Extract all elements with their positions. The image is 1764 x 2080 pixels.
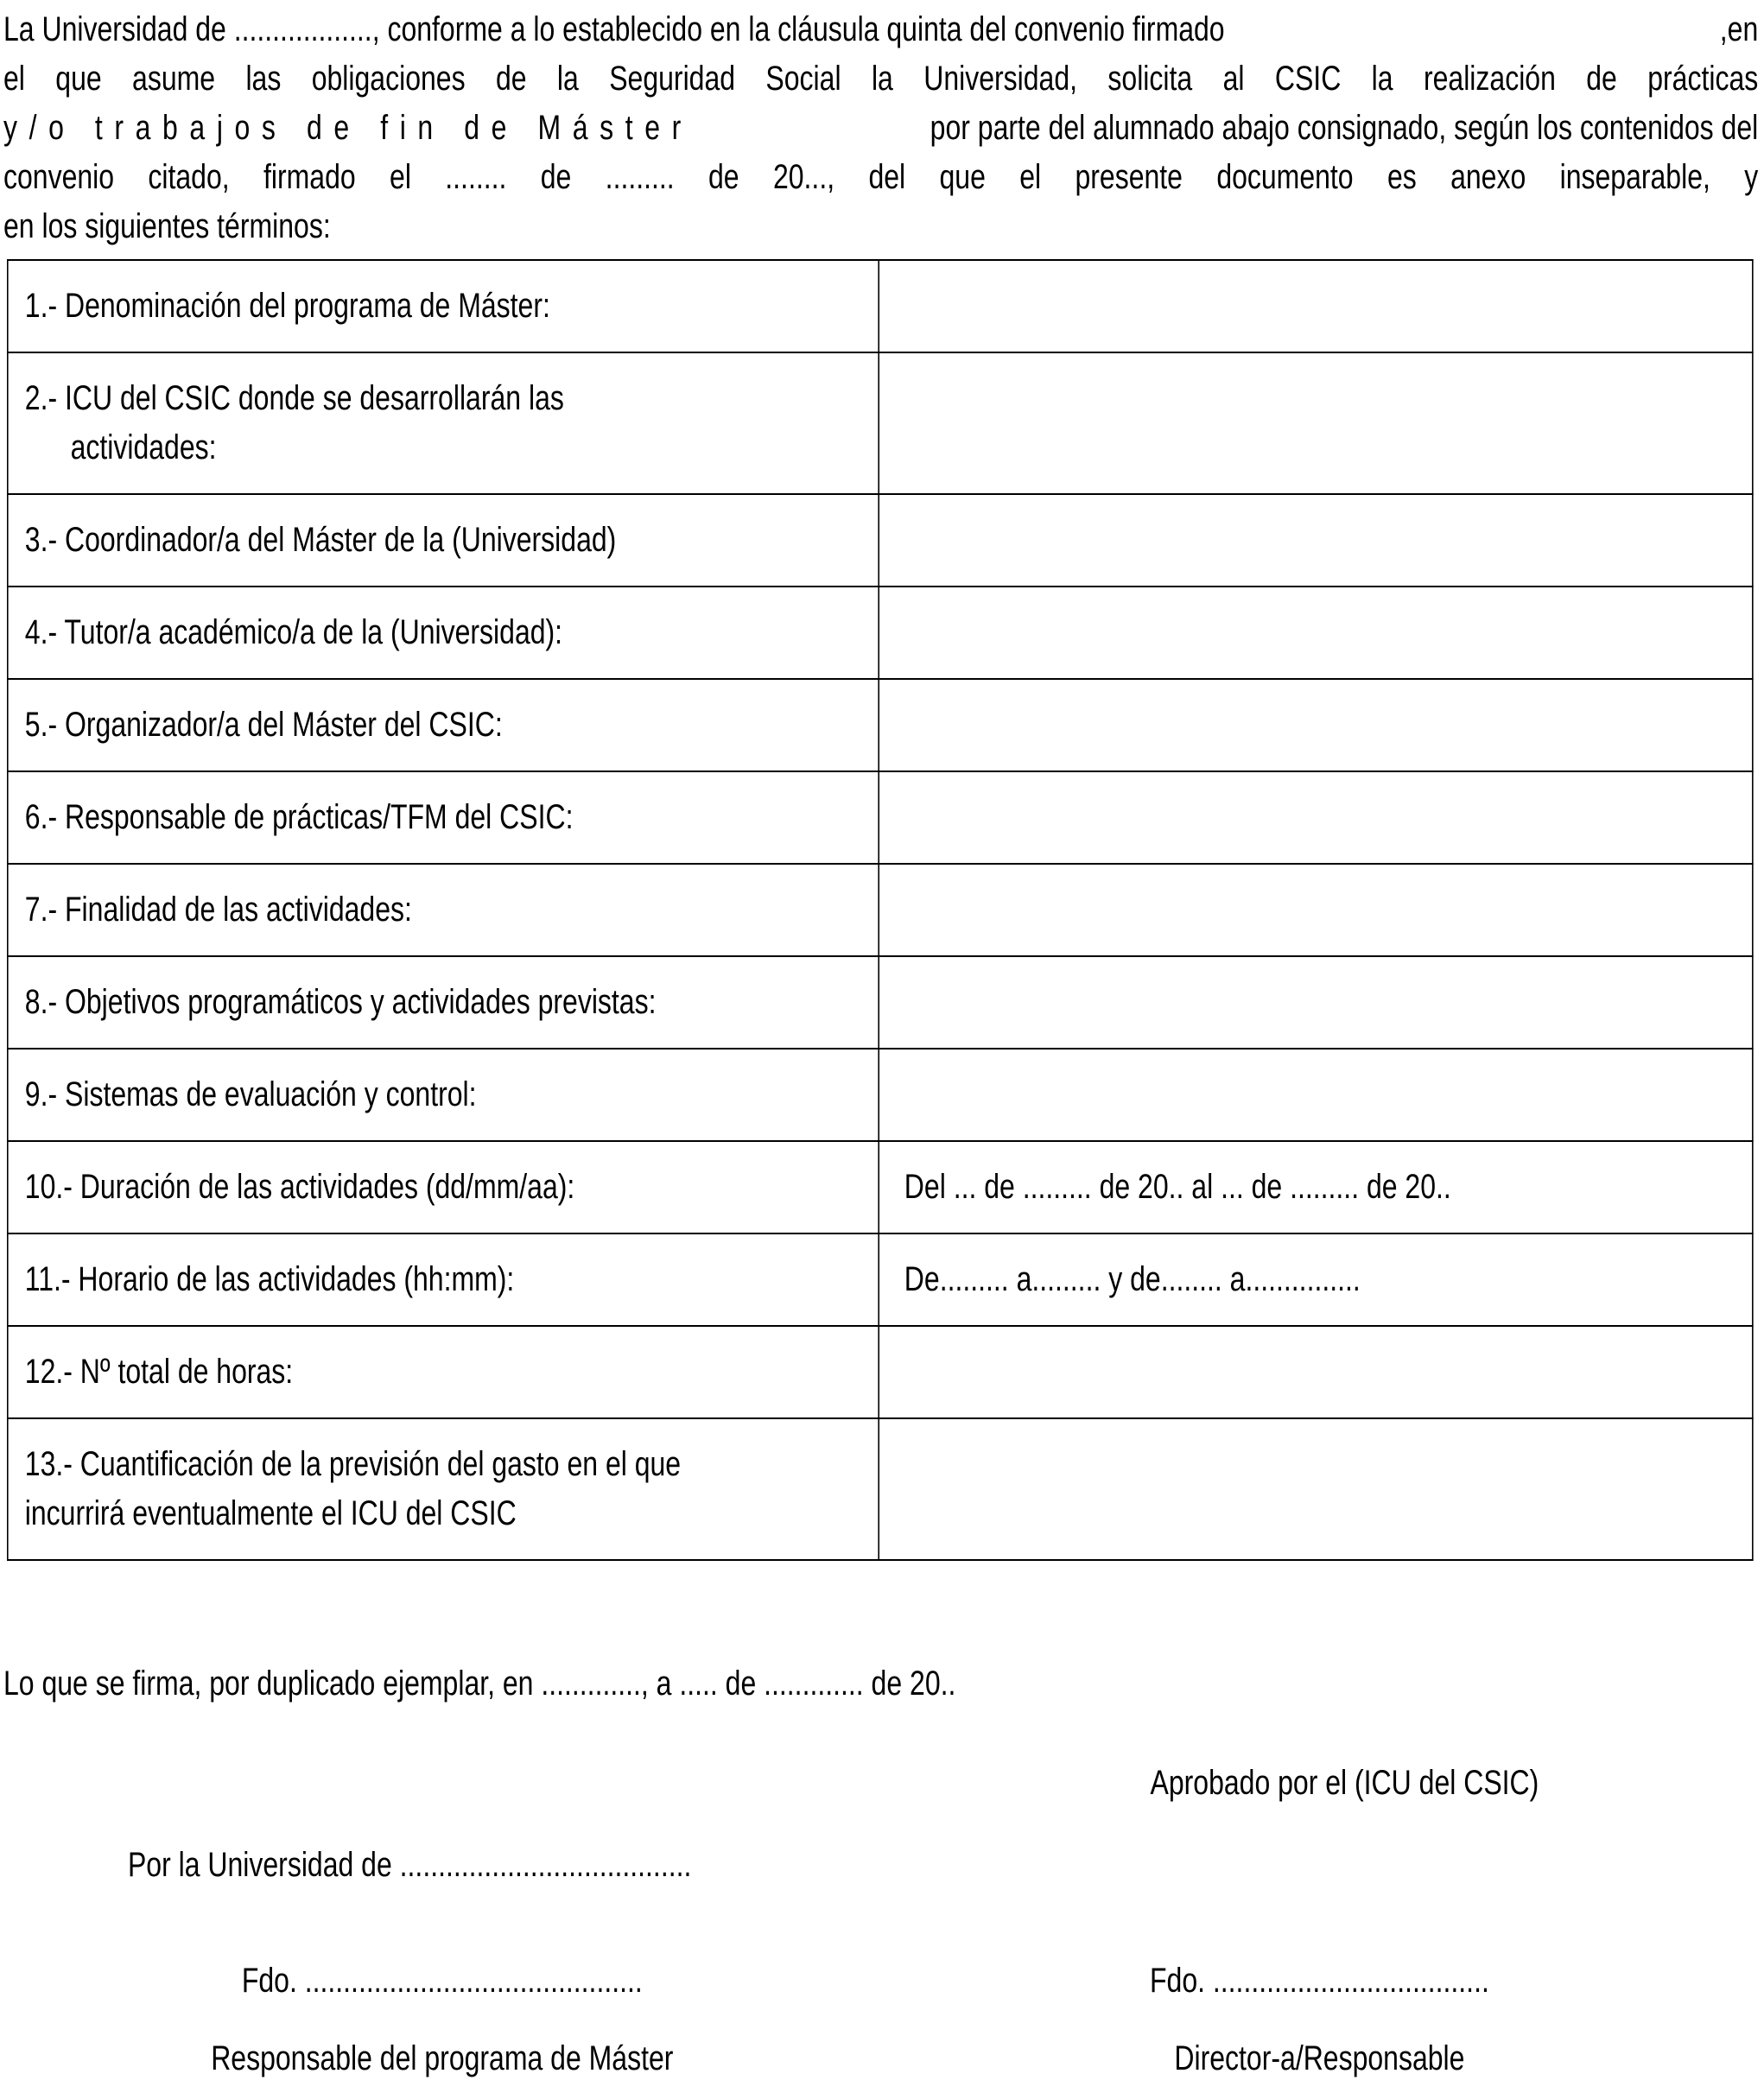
table-row-7 [8, 864, 1753, 956]
table-row-9 [8, 1049, 1753, 1141]
row-8-label-text: 8.- Objetivos programáticos y actividades previstas: [24, 983, 657, 1021]
row-13-label-text: 13.- Cuantificación de la previsión del gasto en el que [24, 1445, 682, 1483]
signature-line-row [3, 1959, 1758, 2002]
intro-line-3-rest: por parte del alumnado abajo consignado, según los contenidos del [930, 109, 1759, 147]
row-10-value-text: Del ... de ......... de 20.. al ... de ......... de 20.. [904, 1168, 1451, 1206]
row-7-value [879, 864, 1753, 956]
row-2-label-text-line2: actividades: [70, 428, 217, 466]
table-row-12 [8, 1326, 1753, 1418]
row-4-label [8, 587, 879, 679]
table-row-13 [8, 1418, 1753, 1560]
por-universidad-label: Por la Universidad de ...................................... [127, 1846, 692, 1884]
row-8-label [8, 956, 879, 1049]
table-row-5 [8, 679, 1753, 771]
table-row-4 [8, 587, 1753, 679]
row-6-value [879, 771, 1753, 864]
intro-line-5: en los siguientes términos: [3, 207, 331, 245]
intro-line-3-spread: y/o trabajos de fin de Máster [3, 109, 693, 147]
row-7-label [8, 864, 879, 956]
row-7-label-text: 7.- Finalidad de las actividades: [24, 891, 412, 929]
closing-statement: Lo que se firma, por duplicado ejemplar, en ............., a ..... de ............. de 20.. [3, 1665, 956, 1703]
row-2-label-text: 2.- ICU del CSIC donde se desarrollarán las [24, 379, 564, 417]
row-3-label-text: 3.- Coordinador/a del Máster de la (Universidad) [24, 521, 617, 559]
row-12-label-text: 12.- Nº total de horas: [24, 1353, 294, 1391]
intro-line-2: el que asume las obligaciones de la Seguridad Social la Universidad, solicita al CSIC la realización de prácticas [3, 60, 1759, 98]
master-practices-table [7, 259, 1754, 1561]
row-11-value [879, 1233, 1753, 1326]
row-9-value [879, 1049, 1753, 1141]
row-6-label-text: 6.- Responsable de prácticas/TFM del CSIC: [24, 798, 574, 836]
signature-right-role: Director-a/Responsable [1174, 2039, 1465, 2077]
row-10-label [8, 1141, 879, 1233]
row-3-value [879, 494, 1753, 587]
signature-left-fdo: Fdo. ............................................ [241, 1962, 643, 2000]
row-2-value [879, 352, 1753, 494]
row-13-label-text-line2: incurrirá eventualmente el ICU del CSIC [24, 1494, 517, 1532]
row-10-value [879, 1141, 1753, 1233]
row-1-label [8, 260, 879, 352]
row-3-label [8, 494, 879, 587]
intro-line-4: convenio citado, firmado el ........ de ......... de 20..., del que el presente documento es anexo inseparable, y [3, 158, 1759, 196]
row-9-label [8, 1049, 879, 1141]
signature-role-row [3, 2037, 1758, 2080]
intro-paragraph [3, 5, 1758, 251]
row-8-value [879, 956, 1753, 1049]
row-11-label-text: 11.- Horario de las actividades (hh:mm): [24, 1260, 515, 1298]
row-5-value [879, 679, 1753, 771]
table-row-1 [8, 260, 1753, 352]
row-13-value [879, 1418, 1753, 1560]
table-row-10 [8, 1141, 1753, 1233]
intro-line-1-main: La Universidad de .................., conforme a lo establecido en la cláusula quinta del convenio firmado [3, 10, 1225, 48]
row-5-label-text: 5.- Organizador/a del Máster del CSIC: [24, 706, 503, 744]
row-1-label-text: 1.- Denominación del programa de Máster: [24, 287, 550, 325]
row-2-label [8, 352, 879, 494]
table-row-11 [8, 1233, 1753, 1326]
row-4-value [879, 587, 1753, 679]
row-4-label-text: 4.- Tutor/a académico/a de la (Universidad): [24, 613, 563, 651]
table-row-3 [8, 494, 1753, 587]
row-11-value-text: De......... a......... y de........ a............... [904, 1260, 1361, 1298]
approved-by-label: Aprobado por el (ICU del CSIC) [1150, 1764, 1539, 1802]
row-11-label [8, 1233, 879, 1326]
table-row-8 [8, 956, 1753, 1049]
intro-line-1 [3, 5, 1758, 54]
row-12-label [8, 1326, 879, 1418]
row-13-label [8, 1418, 879, 1560]
row-1-value [879, 260, 1753, 352]
signature-right-fdo: Fdo. .................................... [1150, 1962, 1489, 2000]
table-row-6 [8, 771, 1753, 864]
intro-line-3 [3, 104, 1758, 153]
intro-line-1-end: ,en [1719, 10, 1759, 48]
row-9-label-text: 9.- Sistemas de evaluación y control: [24, 1075, 477, 1113]
row-10-label-text: 10.- Duración de las actividades (dd/mm/aa): [24, 1168, 575, 1206]
row-5-label [8, 679, 879, 771]
table-row-2 [8, 352, 1753, 494]
row-12-value [879, 1326, 1753, 1418]
signature-left-role: Responsable del programa de Máster [211, 2039, 674, 2077]
row-6-label [8, 771, 879, 864]
